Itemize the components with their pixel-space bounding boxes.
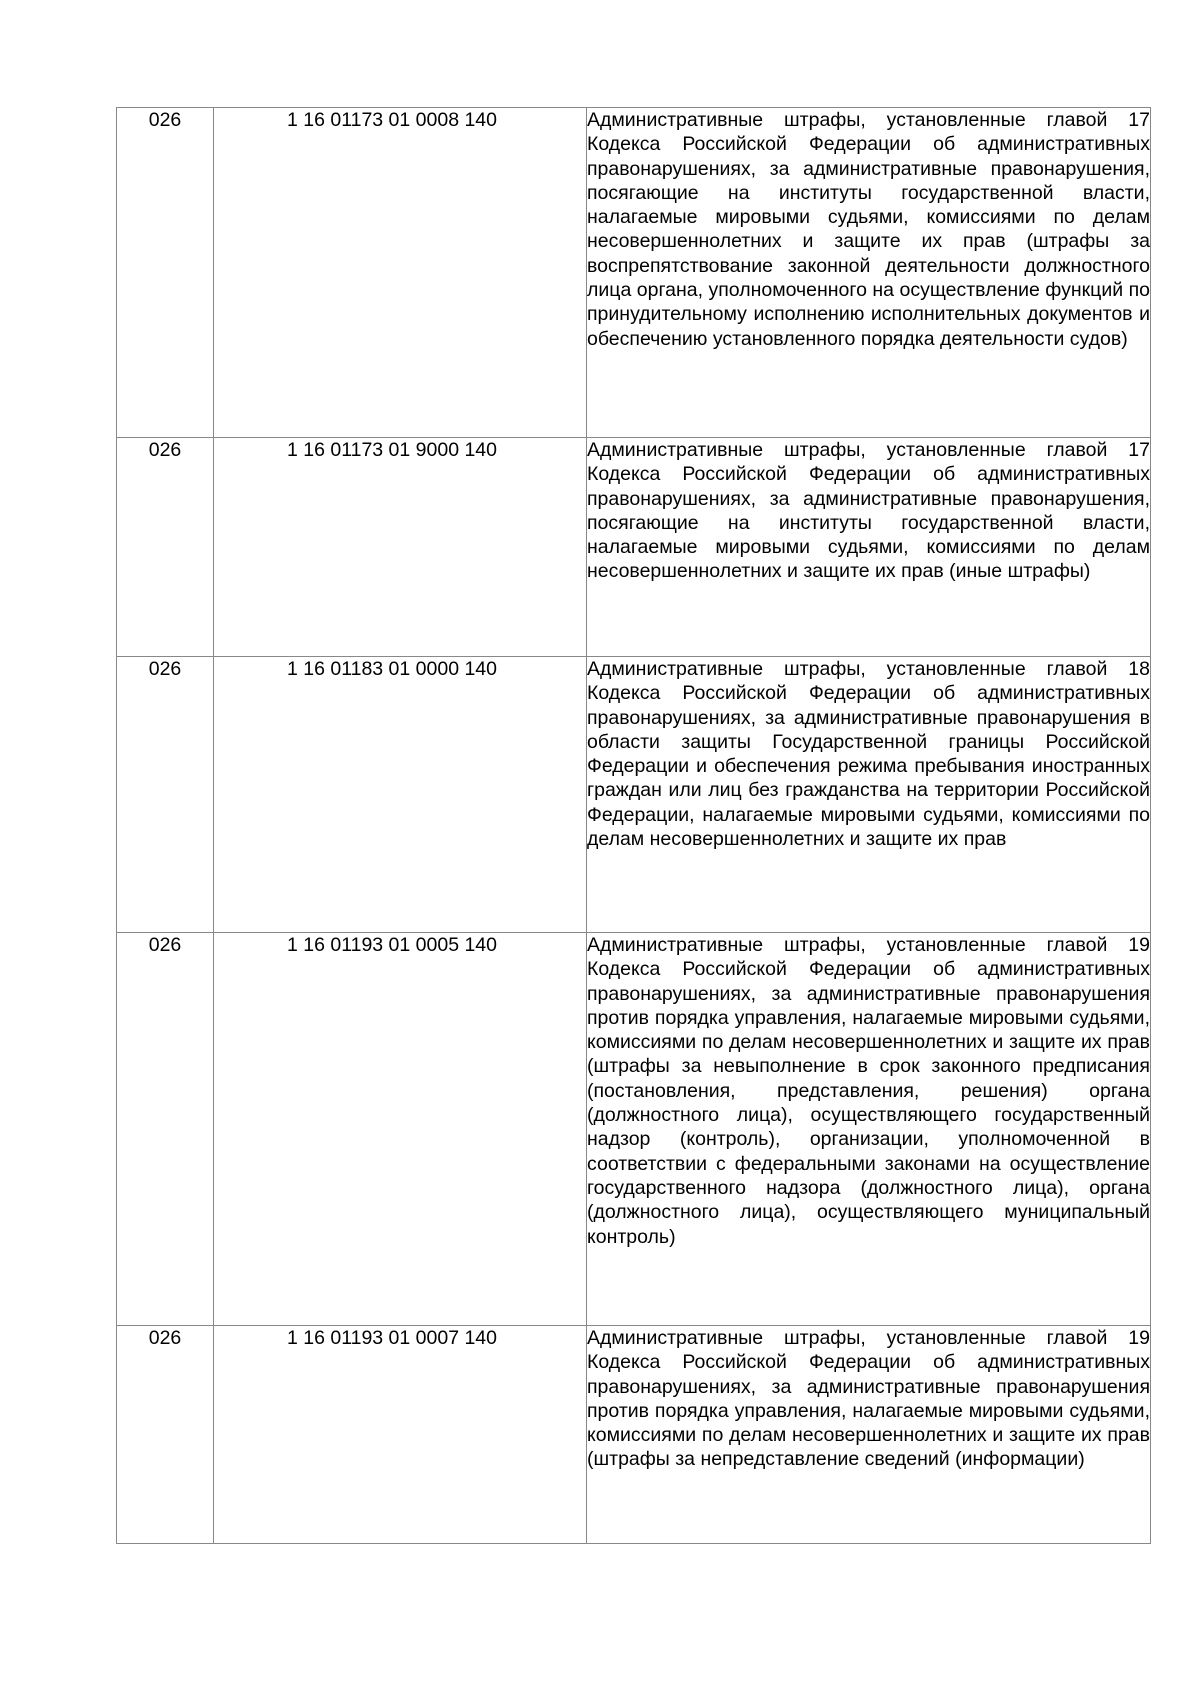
budget-code: 1 16 01173 01 9000 140 bbox=[286, 439, 497, 461]
admin-code: 026 bbox=[148, 109, 182, 131]
table-row bbox=[117, 1326, 1151, 1544]
table-row bbox=[117, 933, 1151, 1326]
admin-code-cell bbox=[117, 933, 214, 1326]
budget-code-cell bbox=[214, 108, 587, 438]
admin-code: 026 bbox=[148, 439, 182, 461]
table-row bbox=[117, 657, 1151, 933]
budget-code-cell bbox=[214, 438, 587, 657]
table-row bbox=[117, 108, 1151, 438]
admin-code: 026 bbox=[148, 658, 182, 680]
budget-code: 1 16 01173 01 0008 140 bbox=[286, 109, 497, 131]
admin-code: 026 bbox=[148, 934, 182, 956]
table-row bbox=[117, 438, 1151, 657]
admin-code: 026 bbox=[148, 1327, 182, 1349]
budget-code: 1 16 01193 01 0007 140 bbox=[286, 1327, 497, 1349]
admin-code-cell bbox=[117, 108, 214, 438]
budget-code-cell bbox=[214, 657, 587, 933]
description-cell: Административные штрафы, установленные главой 17 Кодекса Российской Федерации об административных правонарушениях, за административные правонарушения, посягающие на институты государственной власти, налагаемые мировыми судьями, комиссиями по делам несовершеннолетних и защите их прав (штрафы за воспрепятствование законной деятельности должностного лица органа, уполномоченного на осуществление функций по принудительному исполнению исполнительных документов и обеспечению установленного порядка деятельности судов) bbox=[587, 108, 1151, 438]
admin-code-cell bbox=[117, 657, 214, 933]
admin-code-cell bbox=[117, 438, 214, 657]
budget-code: 1 16 01183 01 0000 140 bbox=[286, 658, 497, 680]
description-cell: Административные штрафы, установленные главой 18 Кодекса Российской Федерации об административных правонарушениях, за административные правонарушения в области защиты Государственной границы Российской Федерации и обеспечения режима пребывания иностранных граждан или лиц без гражданства на территории Российской Федерации, налагаемые мировыми судьями, комиссиями по делам несовершеннолетних и защите их прав bbox=[587, 657, 1151, 933]
budget-codes-table bbox=[116, 107, 1151, 1544]
description-cell: Административные штрафы, установленные главой 17 Кодекса Российской Федерации об административных правонарушениях, за административные правонарушения, посягающие на институты государственной власти, налагаемые мировыми судьями, комиссиями по делам несовершеннолетних и защите их прав (иные штрафы) bbox=[587, 438, 1151, 657]
admin-code-cell bbox=[117, 1326, 214, 1544]
budget-code: 1 16 01193 01 0005 140 bbox=[286, 934, 497, 956]
description-cell: Административные штрафы, установленные главой 19 Кодекса Российской Федерации об административных правонарушениях, за административные правонарушения против порядка управления, налагаемые мировыми судьями, комиссиями по делам несовершеннолетних и защите их прав (штрафы за невыполнение в срок законного предписания (постановления, представления, решения) органа (должностного лица), осуществляющего государственный надзор (контроль), организации, уполномоченной в соответствии с федеральными законами на осуществление государственного надзора (должностного лица), органа (должностного лица), осуществляющего муниципальный контроль) bbox=[587, 933, 1151, 1326]
description-cell: Административные штрафы, установленные главой 19 Кодекса Российской Федерации об административных правонарушениях, за административные правонарушения против порядка управления, налагаемые мировыми судьями, комиссиями по делам несовершеннолетних и защите их прав (штрафы за непредставление сведений (информации) bbox=[587, 1326, 1151, 1544]
budget-code-cell bbox=[214, 933, 587, 1326]
budget-code-cell bbox=[214, 1326, 587, 1544]
